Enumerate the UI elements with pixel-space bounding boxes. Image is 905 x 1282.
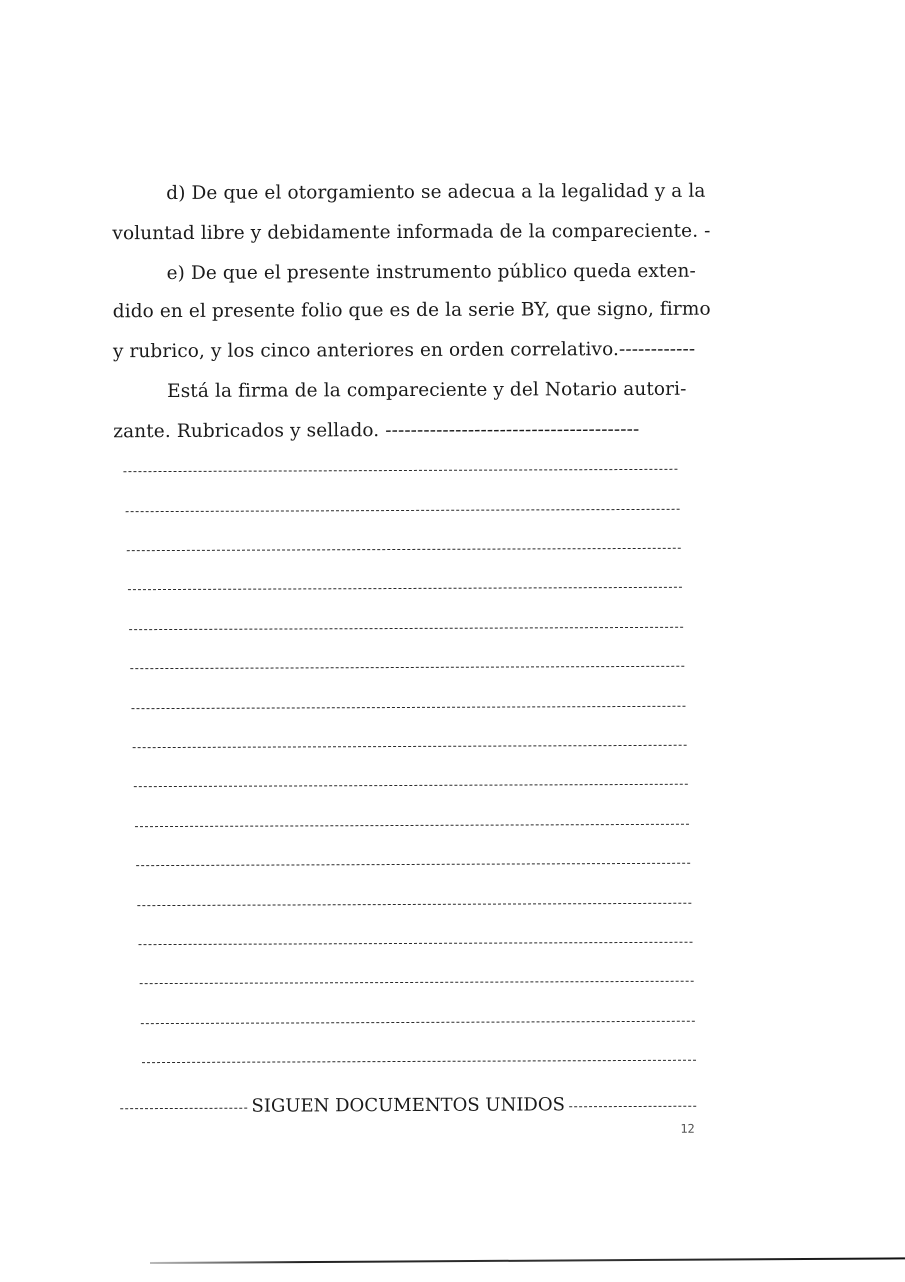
filler-dash-line <box>129 627 683 630</box>
filler-dash-line <box>141 1021 695 1024</box>
closing-dash-right <box>569 1106 696 1108</box>
filler-dash-line <box>140 981 694 984</box>
filler-dash-line <box>128 587 682 590</box>
filler-dash-line <box>131 706 685 709</box>
paragraph-e-line-2: dido en el presente folio que es de la serie BY, que signo, firmo <box>112 298 711 323</box>
paragraph-e-line-1: e) De que el presente instrumento público queda exten- <box>166 260 696 285</box>
paragraph-e-line-3: y rubrico, y los cinco anteriores en orden correlativo.------------ <box>112 338 696 363</box>
filler-dash-line <box>126 509 680 512</box>
filler-dash-line <box>130 666 684 669</box>
closing-dash-left <box>120 1108 247 1110</box>
paragraph-d-line-1: d) De que el otorgamiento se adecua a la legalidad y a la <box>166 180 706 205</box>
filler-dash-line <box>135 824 689 827</box>
paragraph-signature-line-2: zante. Rubricados y sellado. ---------------------------------------- <box>113 418 640 443</box>
paragraph-signature-line-1: Está la firma de la compareciente y del Notario autori- <box>167 378 687 403</box>
filler-dash-line <box>134 784 688 787</box>
filler-dash-line <box>127 548 681 551</box>
filler-dash-line <box>136 863 690 866</box>
filler-dash-line <box>138 942 692 945</box>
paragraph-d-line-2: voluntad libre y debidamente informada de la compareciente. - <box>112 220 711 245</box>
filler-dash-line <box>123 469 677 472</box>
closing-text: SIGUEN DOCUMENTOS UNIDOS <box>251 1094 565 1117</box>
closing-line <box>120 1094 696 1118</box>
filler-dash-line <box>133 745 687 748</box>
page-number: 12 <box>680 1121 695 1136</box>
filler-dash-line <box>137 903 691 906</box>
filler-dash-line <box>142 1060 696 1063</box>
